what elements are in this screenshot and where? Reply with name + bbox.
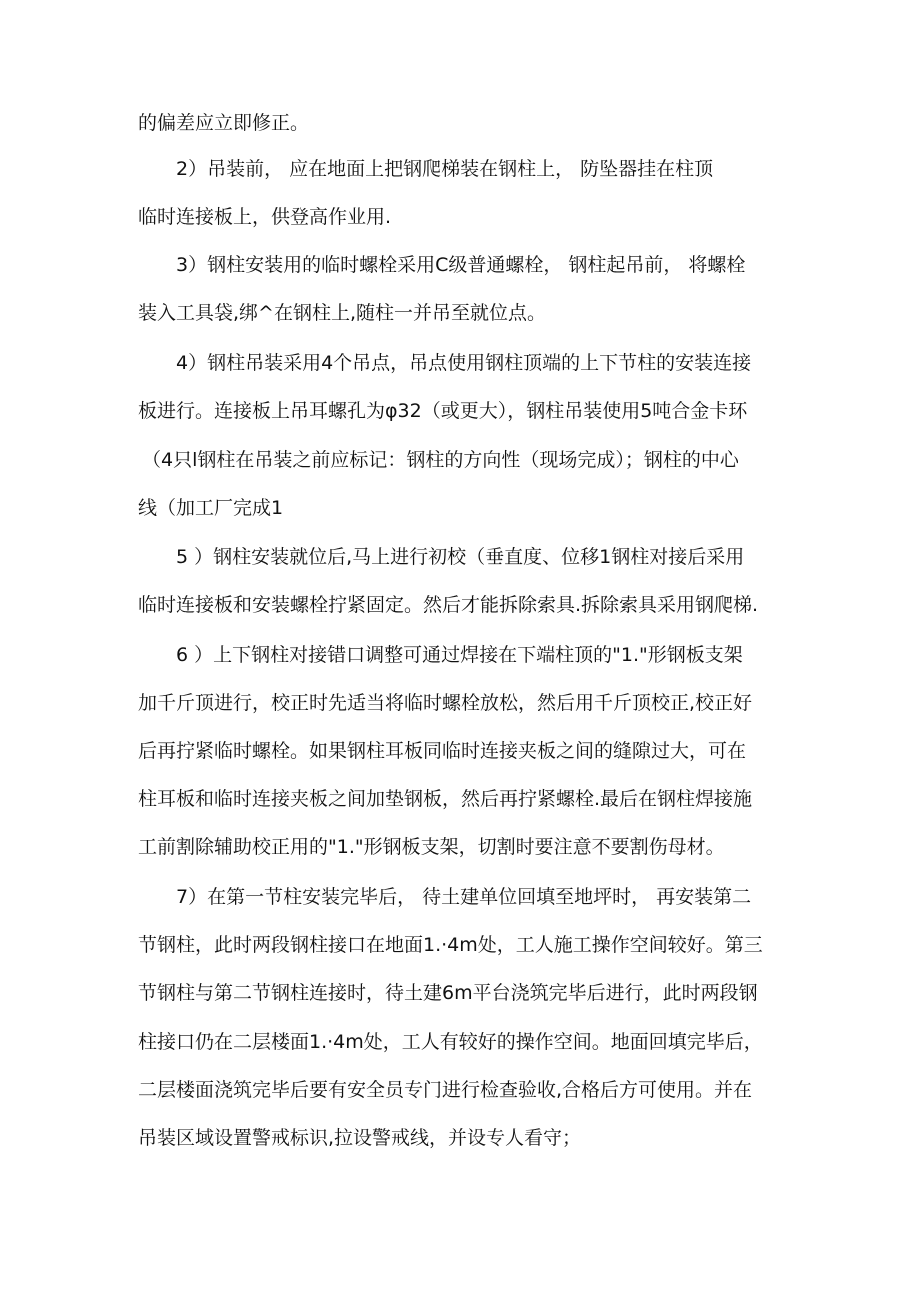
text-line: 3）钢柱安装用的临时螺栓采用C级普通螺栓， 钢柱起吊前， 将螺栓: [176, 254, 746, 276]
text-line: 吊装区域设置警戒标识,拉设警戒线，并设专人看守；: [138, 1127, 582, 1149]
text-line: 柱耳板和临时连接夹板之间加垫钢板，然后再拧紧螺栓.最后在钢柱焊接施: [138, 788, 753, 810]
text-line: 的偏差应立即修正。: [138, 112, 310, 134]
text-line: 装入工具袋,绑^在钢柱上,随柱一并吊至就位点。: [138, 302, 547, 324]
text-line: 二层楼面浇筑完毕后要有安全员专门进行检查验收,合格后方可使用。并在: [138, 1079, 753, 1101]
text-line: 后再拧紧临时螺栓。如果钢柱耳板同临时连接夹板之间的缝隙过大，可在: [138, 740, 747, 762]
text-line: 临时连接板和安装螺栓拧紧固定。然后才能拆除索具.拆除索具采用钢爬梯.: [138, 594, 759, 616]
text-line: 4）钢柱吊装采用4个吊点，吊点使用钢柱顶端的上下节柱的安装连接: [176, 352, 752, 374]
text-line: 临时连接板上，供登高作业用.: [138, 206, 392, 228]
text-line: 2）吊装前， 应在地面上把钢爬梯装在钢柱上， 防坠器挂在柱顶: [176, 158, 714, 180]
text-line: 节钢柱，此时两段钢柱接口在地面1.·4m处，工人施工操作空间较好。第三: [138, 934, 763, 956]
text-line: （4只l钢柱在吊装之前应标记：钢柱的方向性（现场完成）；钢柱的中心: [142, 449, 739, 471]
text-line: 板进行。连接板上吊耳螺孔为φ32（或更大），钢柱吊装使用5吨合金卡环: [138, 400, 748, 422]
text-line: 节钢柱与第二节钢柱连接时，待土建6m平台浇筑完毕后进行，此时两段钢: [138, 982, 758, 1004]
text-line: 柱接口仍在二层楼面1.·4m处，工人有较好的操作空间。地面回填完毕后，: [138, 1031, 763, 1053]
text-line: 线（加工厂完成1: [138, 497, 284, 519]
text-line: 工前割除辅助校正用的"1."形钢板支架，切割时要注意不要割伤母材。: [138, 836, 725, 858]
text-line: 5 ）钢柱安装就位后,马上进行初校（垂直度、位移1钢柱对接后采用: [176, 546, 745, 568]
text-line: 6 ）上下钢柱对接错口调整可通过焊接在下端柱顶的"1."形钢板支架: [176, 644, 743, 666]
text-line: 7）在第一节柱安装完毕后， 待土建单位回填至地坪时， 再安装第二: [176, 886, 752, 908]
text-line: 加千斤顶进行，校正时先适当将临时螺栓放松，然后用千斤顶校正,校正好: [138, 692, 753, 714]
